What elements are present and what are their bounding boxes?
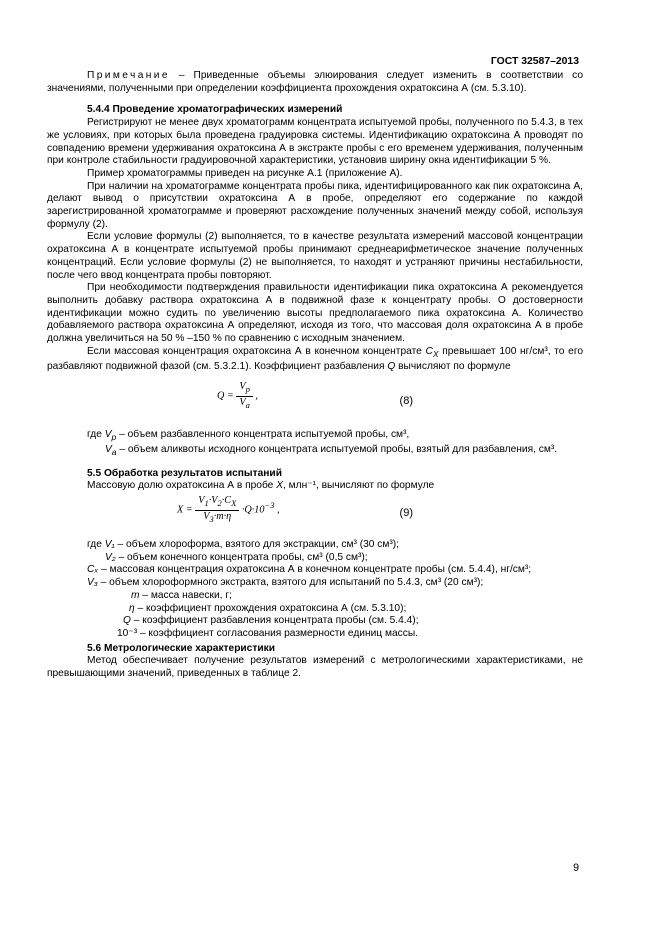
definition: $V_a$ – объем аликвоты исходного концентрата испытуемой пробы, взятый для разбавления, см³. <box>105 443 558 457</box>
definition: где $V_p$ – объем разбавленного концентрата испытуемой пробы, см³, <box>87 429 410 443</box>
document-code: ГОСТ 32587–2013 <box>490 56 579 67</box>
definition: где V₁ – объем хлороформа, взятого для экстракции, см³ (30 см³); <box>87 539 399 551</box>
formula-8: Q = $\frac{V_p}{V_a}$ , (8) <box>217 381 413 410</box>
definition: m – масса навески, г; <box>131 589 232 601</box>
definition: Cₓ – массовая концентрация охратоксина А в конечном концентрате пробы (см. 5.4.4), нг/см³; <box>87 564 532 576</box>
paragraph: Пример хроматограммы приведен на рисунке А.1 (приложение А). <box>87 167 403 179</box>
paragraph: При необходимости подтверждения правильности идентификации пика охратоксина А рекомендуется выполнить добавку раствора охратоксина А в подвижной фазе к концентрату пробы. О достоверности идентификации можно судить по увеличению высоты предполагаемого пика охратоксина А. Количество добавляемого раствора охратоксина А определяют, исходя из того, что массовая доля охратоксина А в пробе должна увеличиться на 50 % –150 % по сравнению с исходным значением. <box>47 282 583 345</box>
paragraph: При наличии на хроматограмме концентрата пробы пика, идентифицированного как пик охратоксина А, делают вывод о присутствии охратоксина А в пробе, определяют его содержание по каждой зарегистрированной хроматограмме и проверяют расхождение полученных значений между собой, используя формулу (2). <box>47 180 583 230</box>
definition: 10⁻³ – коэффициент согласования размерности единиц массы. <box>117 628 418 639</box>
definition: V₂ – объем конечного концентрата пробы, см³ (0,5 см³); <box>105 551 368 563</box>
definition: η – коэффициент прохождения охратоксина А (см. 5.3.10); <box>129 602 407 614</box>
equation-number: (8) <box>399 395 413 408</box>
formula-9: X = $\frac{V_1\cdot V_2\cdot C_X}{V_3\cdot m\cdot\eta}$ $\cdot Q\cdot 10^{-3}$ , (9) <box>177 495 413 524</box>
note-paragraph: Примечание – Приведенные объемы элюирования следует изменить в соответствии со значениями, полученными при определении коэффициента прохождения охратоксина А (см. 5.3.10). <box>47 70 583 94</box>
section-5-6-heading: 5.6 Метрологические характеристики <box>87 642 275 654</box>
definition: V₃ – объем хлороформного экстракта, взятого для испытаний по 5.4.3, см³ (20 см³); <box>87 577 484 589</box>
definitions-list <box>47 539 583 641</box>
paragraph: Массовую долю охратоксина А в пробе X, млн⁻¹, вычисляют по формуле <box>87 480 435 492</box>
equation-number: (9) <box>399 507 413 520</box>
section-5-5-heading: 5.5 Обработка результатов испытаний <box>87 467 282 479</box>
paragraph: Регистрируют не менее двух хроматограмм концентрата испытуемой пробы, полученного по 5.4.3, в тех же условиях, при которых была проведена градуировка системы. Идентификацию охратоксина А проводят по совпадению времени удерживания охратоксина А в экстракте пробы с его временем удерживания, полученным при контроле стабильности градуировочной характеристики, установив ширину окна идентификации 5 %. <box>47 117 583 167</box>
paragraph: Если условие формулы (2) выполняется, то в качестве результата измерений массовой концентрации охратоксина А в концентрате испытуемой пробы принимают среднеарифметическое значение полученных концентраций. Если условие формулы (2) не выполняется, то находят и устраняют причины нестабильности, после чего ввод концентрата пробы повторяют. <box>47 231 583 281</box>
paragraph: Если массовая концентрация охратоксина А в конечном концентрате $C_X$ превышает 100 нг/см³, то его разбавляют подвижной фазой (см. 5.3.2.1). Коэффициент разбавления Q вычисляют по формуле <box>47 345 583 372</box>
page-number: 9 <box>573 862 579 874</box>
paragraph: Метод обеспечивает получение результатов измерений с метрологическими характеристиками, не превышающими значений, приведенных в таблице 2. <box>47 655 583 680</box>
page-content <box>47 70 583 681</box>
note-label: Примечание <box>87 70 170 81</box>
definition: Q – коэффициент разбавления концентрата пробы (см. 5.4.4); <box>123 615 419 627</box>
section-5-4-4-heading: 5.4.4 Проведение хроматографических измерений <box>87 104 343 116</box>
